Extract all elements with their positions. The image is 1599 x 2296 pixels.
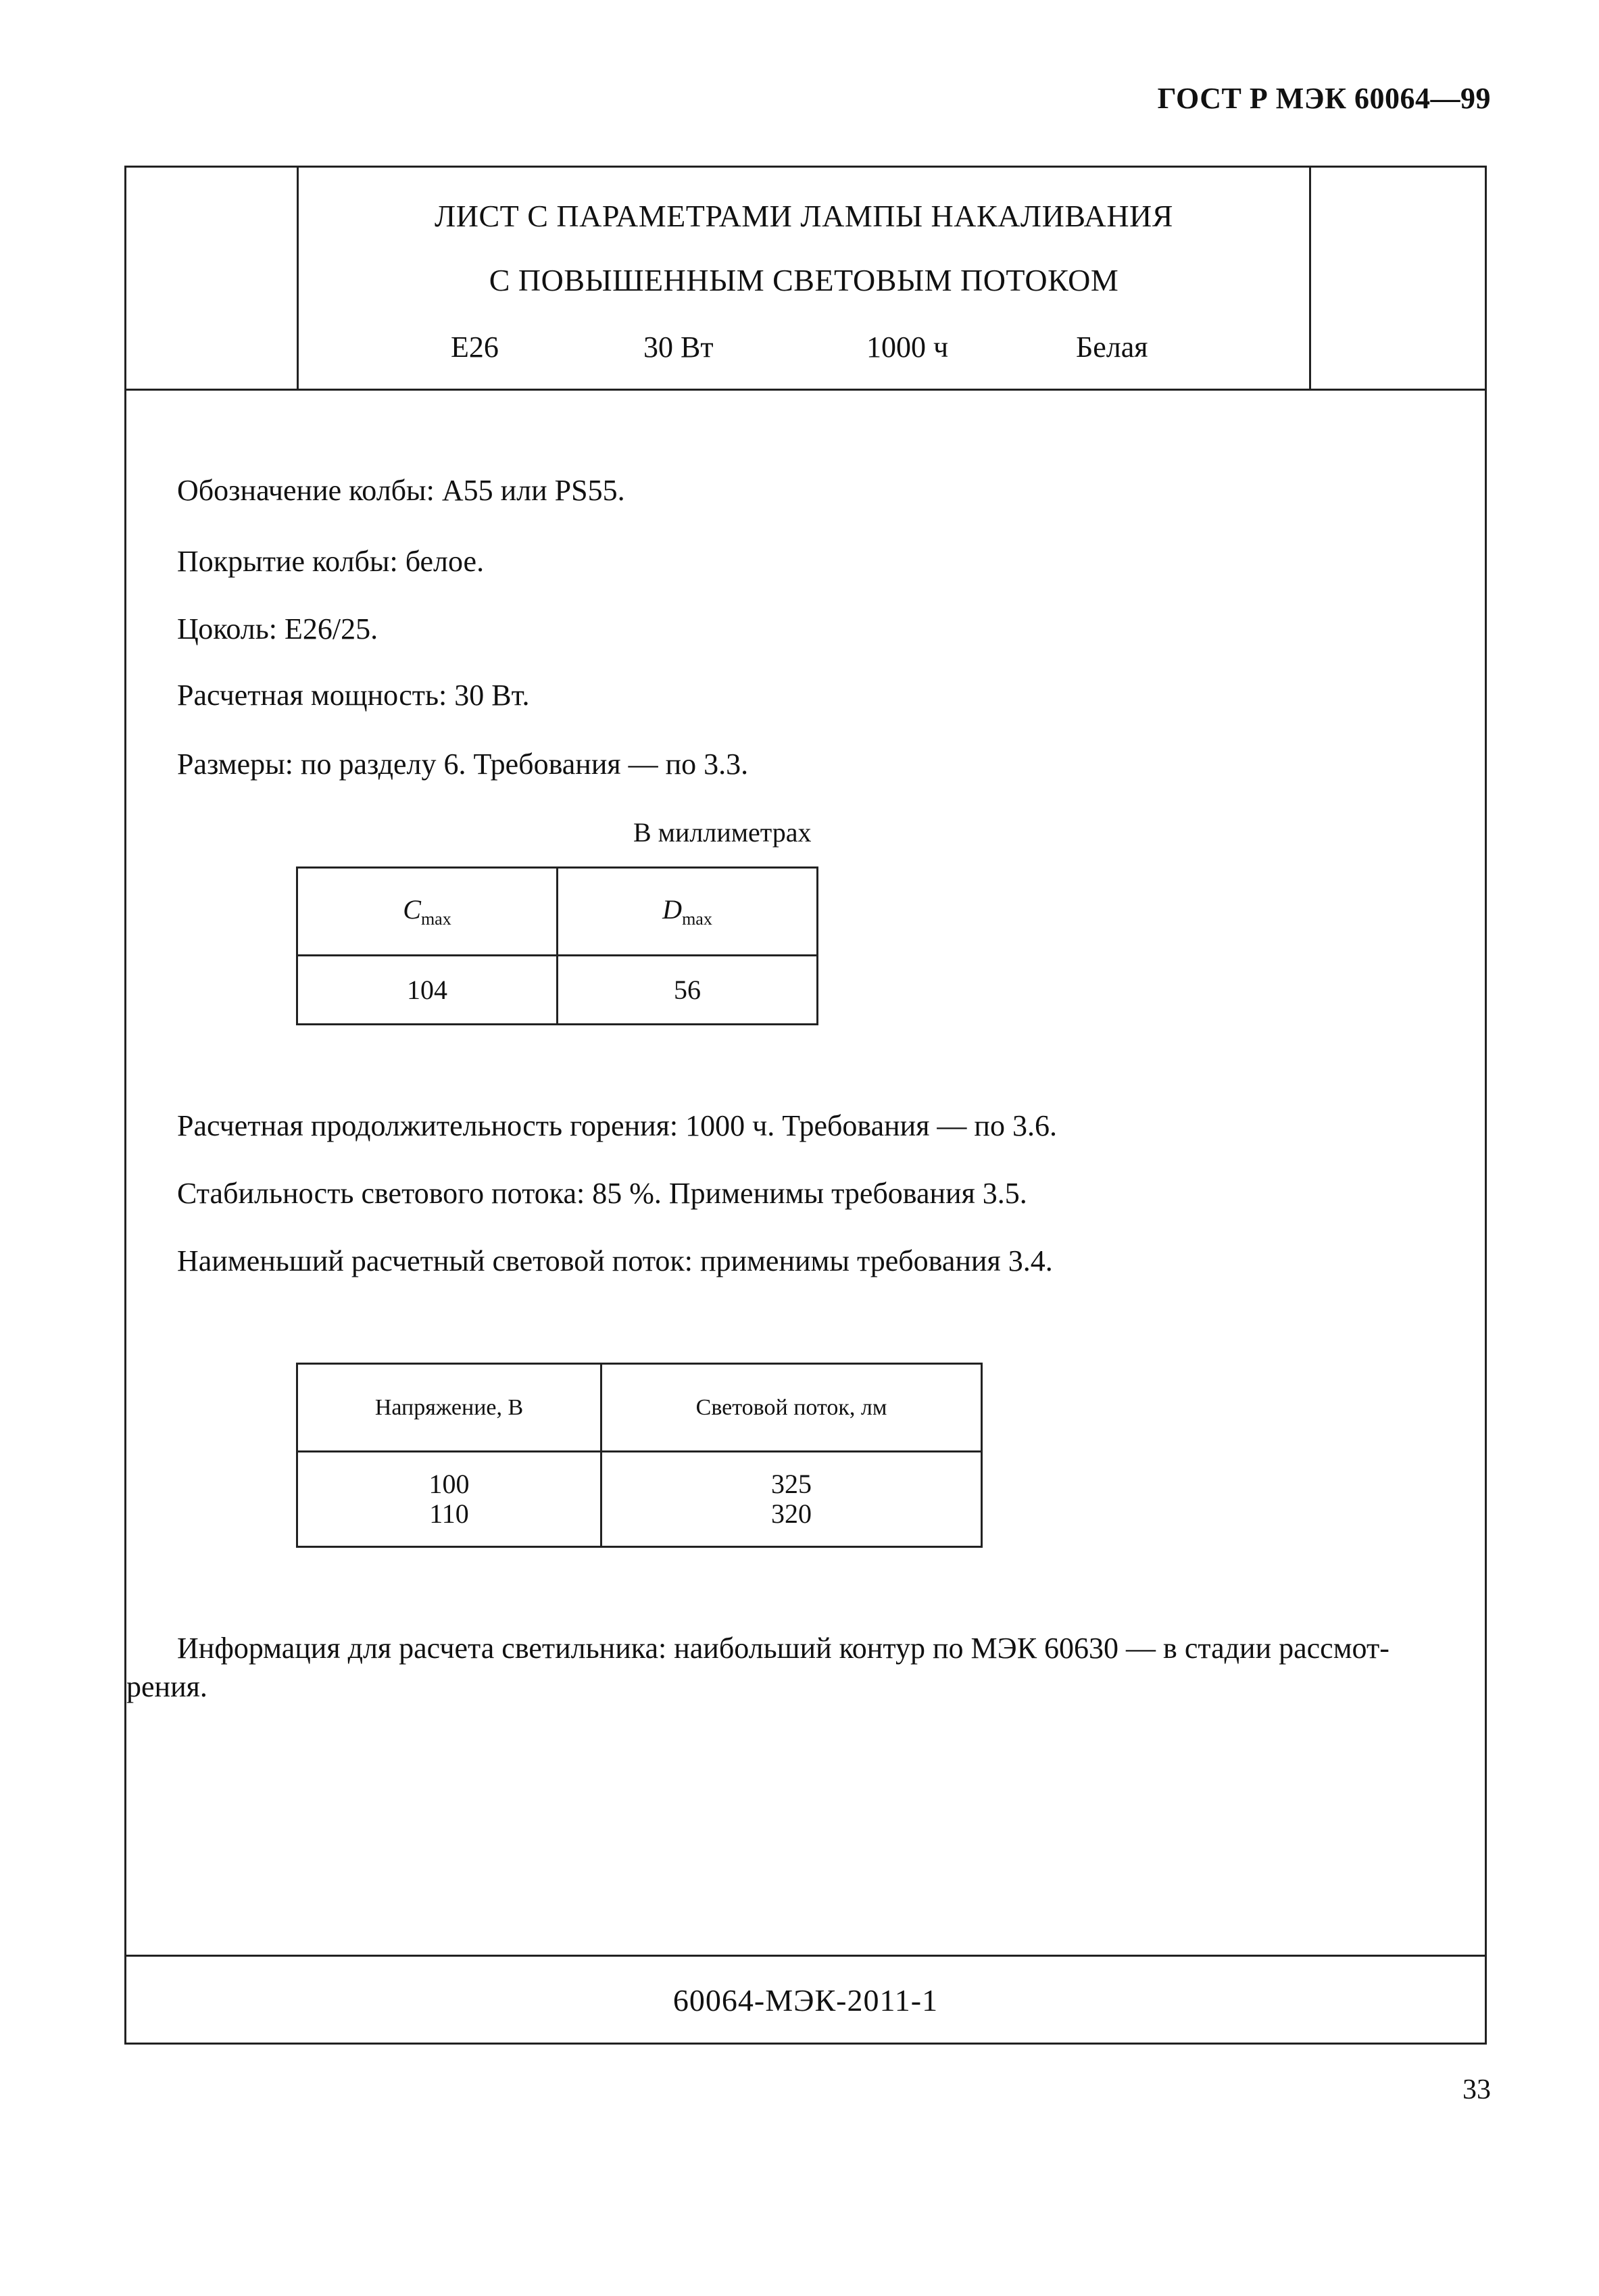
param-base: E26 [451, 331, 499, 364]
col-header-flux: Световой поток, лм [601, 1364, 982, 1452]
flux-value: 320 [771, 1498, 812, 1529]
param-life: 1000 ч [866, 331, 949, 364]
d-max-value: 56 [558, 956, 818, 1025]
document-code: ГОСТ Р МЭК 60064—99 [1157, 82, 1491, 115]
sheet-code: 60064-МЭК-2011-1 [672, 1983, 939, 2018]
page-number: 33 [1462, 2074, 1491, 2105]
data-sheet-frame [124, 166, 1487, 2045]
table-row [297, 1452, 982, 1547]
table-header-row [297, 868, 818, 956]
param-power: 30 Вт [643, 331, 714, 364]
voltage-cell [297, 1452, 601, 1547]
min-flux-line: Наименьший расчетный световой поток: применимы требования 3.4. [177, 1244, 1053, 1277]
table-header-row [297, 1364, 982, 1452]
rated-life-line: Расчетная продолжительность горения: 1000 ч. Требования — по 3.6. [177, 1109, 1057, 1142]
c-max-value: 104 [297, 956, 558, 1025]
bulb-coating-line: Покрытие колбы: белое. [177, 545, 485, 578]
sheet-footer [126, 1955, 1485, 2043]
voltage-value: 100 [428, 1469, 470, 1499]
dimensions-table [296, 866, 818, 1025]
voltage-value: 110 [429, 1498, 469, 1529]
cap-line: Цоколь: E26/25. [177, 612, 378, 645]
col-header-voltage: Напряжение, В [297, 1364, 601, 1452]
unit-note: В миллиметрах [633, 817, 812, 848]
col-header-d-max: $D_{max}$ [558, 868, 818, 956]
sheet-header [126, 168, 1485, 391]
luminaire-info-line: Информация для расчета светильника: наибольший контур по МЭК 60630 — в стадии рассмот- [177, 1632, 1389, 1665]
header-title-cell [299, 168, 1309, 389]
luminous-flux-table [296, 1363, 983, 1548]
bulb-designation-line: Обозначение колбы: A55 или PS55. [177, 474, 625, 507]
table-row [297, 956, 818, 1025]
flux-maintenance-line: Стабильность светового потока: 85 %. Применимы требования 3.5. [177, 1177, 1027, 1210]
sheet-title-line-1: ЛИСТ С ПАРАМЕТРАМИ ЛАМПЫ НАКАЛИВАНИЯ [435, 199, 1173, 233]
rated-power-line: Расчетная мощность: 30 Вт. [177, 679, 530, 712]
flux-cell [601, 1452, 982, 1547]
header-right-cell [1309, 168, 1485, 389]
param-coating: Белая [1076, 331, 1148, 364]
sheet-title-line-2: С ПОВЫШЕННЫМ СВЕТОВЫМ ПОТОКОМ [489, 263, 1119, 297]
dimensions-line: Размеры: по разделу 6. Требования — по 3.3. [177, 748, 749, 781]
flux-value: 325 [771, 1469, 812, 1499]
header-left-cell [126, 168, 299, 389]
col-header-c-max: $C_{max}$ [297, 868, 558, 956]
luminaire-info-continuation: рения. [126, 1670, 207, 1703]
